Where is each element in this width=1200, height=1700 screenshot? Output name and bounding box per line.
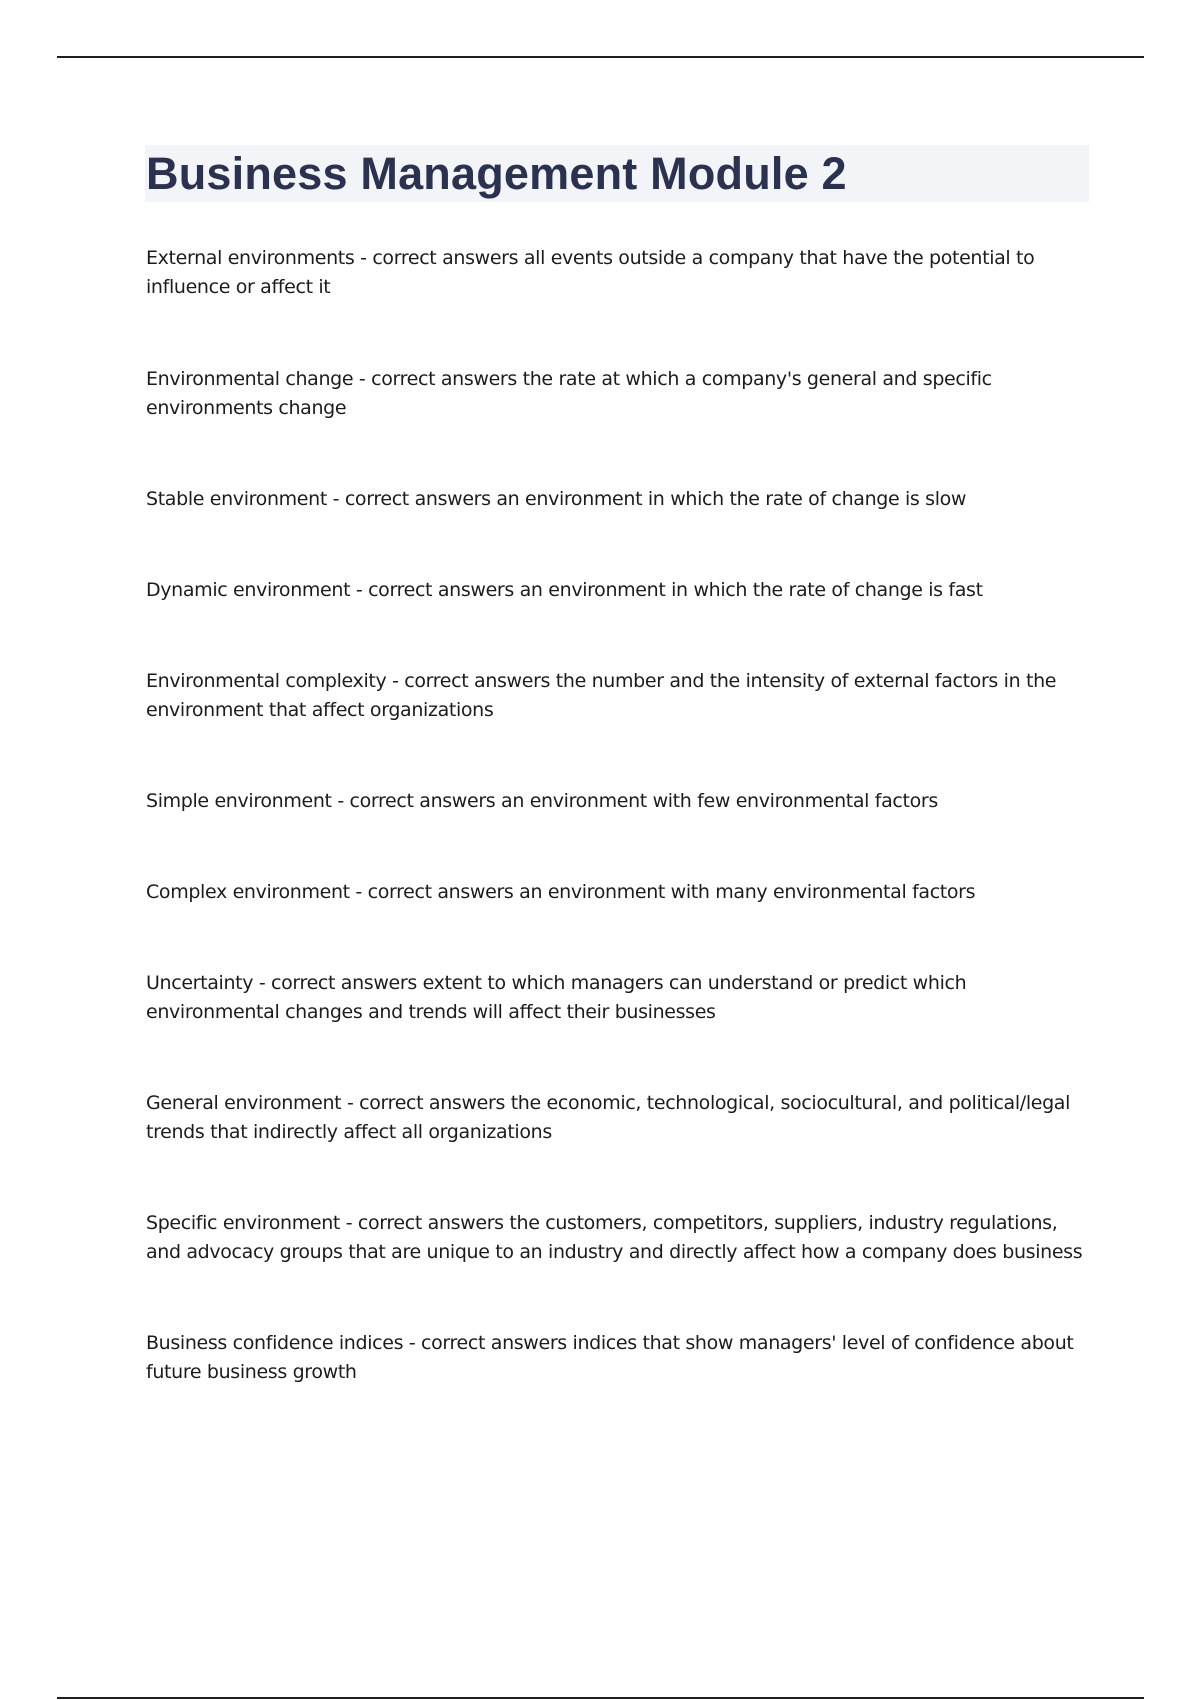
entry-definition: an environment in which the rate of change is slow: [496, 488, 967, 510]
header-rule: [57, 56, 1144, 58]
definition-entry: [146, 667, 1096, 725]
entry-separator: - correct answers: [340, 1212, 510, 1234]
entry-separator: - correct answers: [331, 790, 502, 812]
entry-term: Simple environment: [146, 790, 332, 812]
footer-rule: [57, 1697, 1144, 1699]
entry-term: Dynamic environment: [146, 579, 351, 601]
definition-list: [146, 244, 1096, 1387]
entry-term: Complex environment: [146, 881, 350, 903]
entry-term: Specific environment: [146, 1212, 340, 1234]
entry-definition: an environment in which the rate of change is fast: [519, 579, 983, 601]
entry-definition: the number and the intensity of external factors in the environment that affect organizations: [146, 670, 1057, 721]
entry-definition: the rate at which a company's general and specific environments change: [146, 368, 992, 419]
entry-separator: - correct answers: [253, 972, 423, 994]
definition-entry: [146, 365, 1096, 423]
entry-definition: an environment with few environmental factors: [501, 790, 938, 812]
definition-entry: [146, 787, 1096, 816]
entry-definition: indices that show managers' level of confidence about future business growth: [146, 1332, 1074, 1383]
entry-term: Uncertainty: [146, 972, 254, 994]
entry-definition: extent to which managers can understand or predict which environmental changes and trends will affect their businesses: [146, 972, 967, 1023]
entry-separator: - correct answers: [353, 368, 523, 390]
entry-definition: the customers, competitors, suppliers, industry regulations, and advocacy groups that are unique to an industry and directly affect how a company does business: [146, 1212, 1083, 1263]
definition-entry: [146, 244, 1096, 302]
entry-separator: - correct answers: [350, 579, 520, 601]
entry-term: Business confidence indices: [146, 1332, 404, 1354]
definition-entry: [146, 1209, 1096, 1267]
entry-term: External environments: [146, 247, 355, 269]
entry-separator: - correct answers: [403, 1332, 573, 1354]
entry-definition: all events outside a company that have the potential to influence or affect it: [146, 247, 1035, 298]
entry-term: Environmental change: [146, 368, 354, 390]
page-title: Business Management Module 2: [146, 148, 847, 199]
entry-term: General environment: [146, 1092, 342, 1114]
entry-term: Stable environment: [146, 488, 327, 510]
definition-entry: [146, 878, 1096, 907]
entry-separator: - correct answers: [386, 670, 556, 692]
definition-entry: [146, 969, 1096, 1027]
entry-separator: - correct answers: [326, 488, 497, 510]
entry-definition: the economic, technological, sociocultural, and political/legal trends that indirectly affect all organizations: [146, 1092, 1071, 1143]
definition-entry: [146, 1089, 1096, 1147]
entry-separator: - correct answers: [349, 881, 520, 903]
definition-entry: [146, 576, 1096, 605]
entry-separator: - correct answers: [354, 247, 524, 269]
entry-separator: - correct answers: [341, 1092, 511, 1114]
definition-entry: [146, 1329, 1096, 1387]
entry-definition: an environment with many environmental factors: [519, 881, 976, 903]
definition-entry: [146, 485, 1096, 514]
entry-term: Environmental complexity: [146, 670, 387, 692]
